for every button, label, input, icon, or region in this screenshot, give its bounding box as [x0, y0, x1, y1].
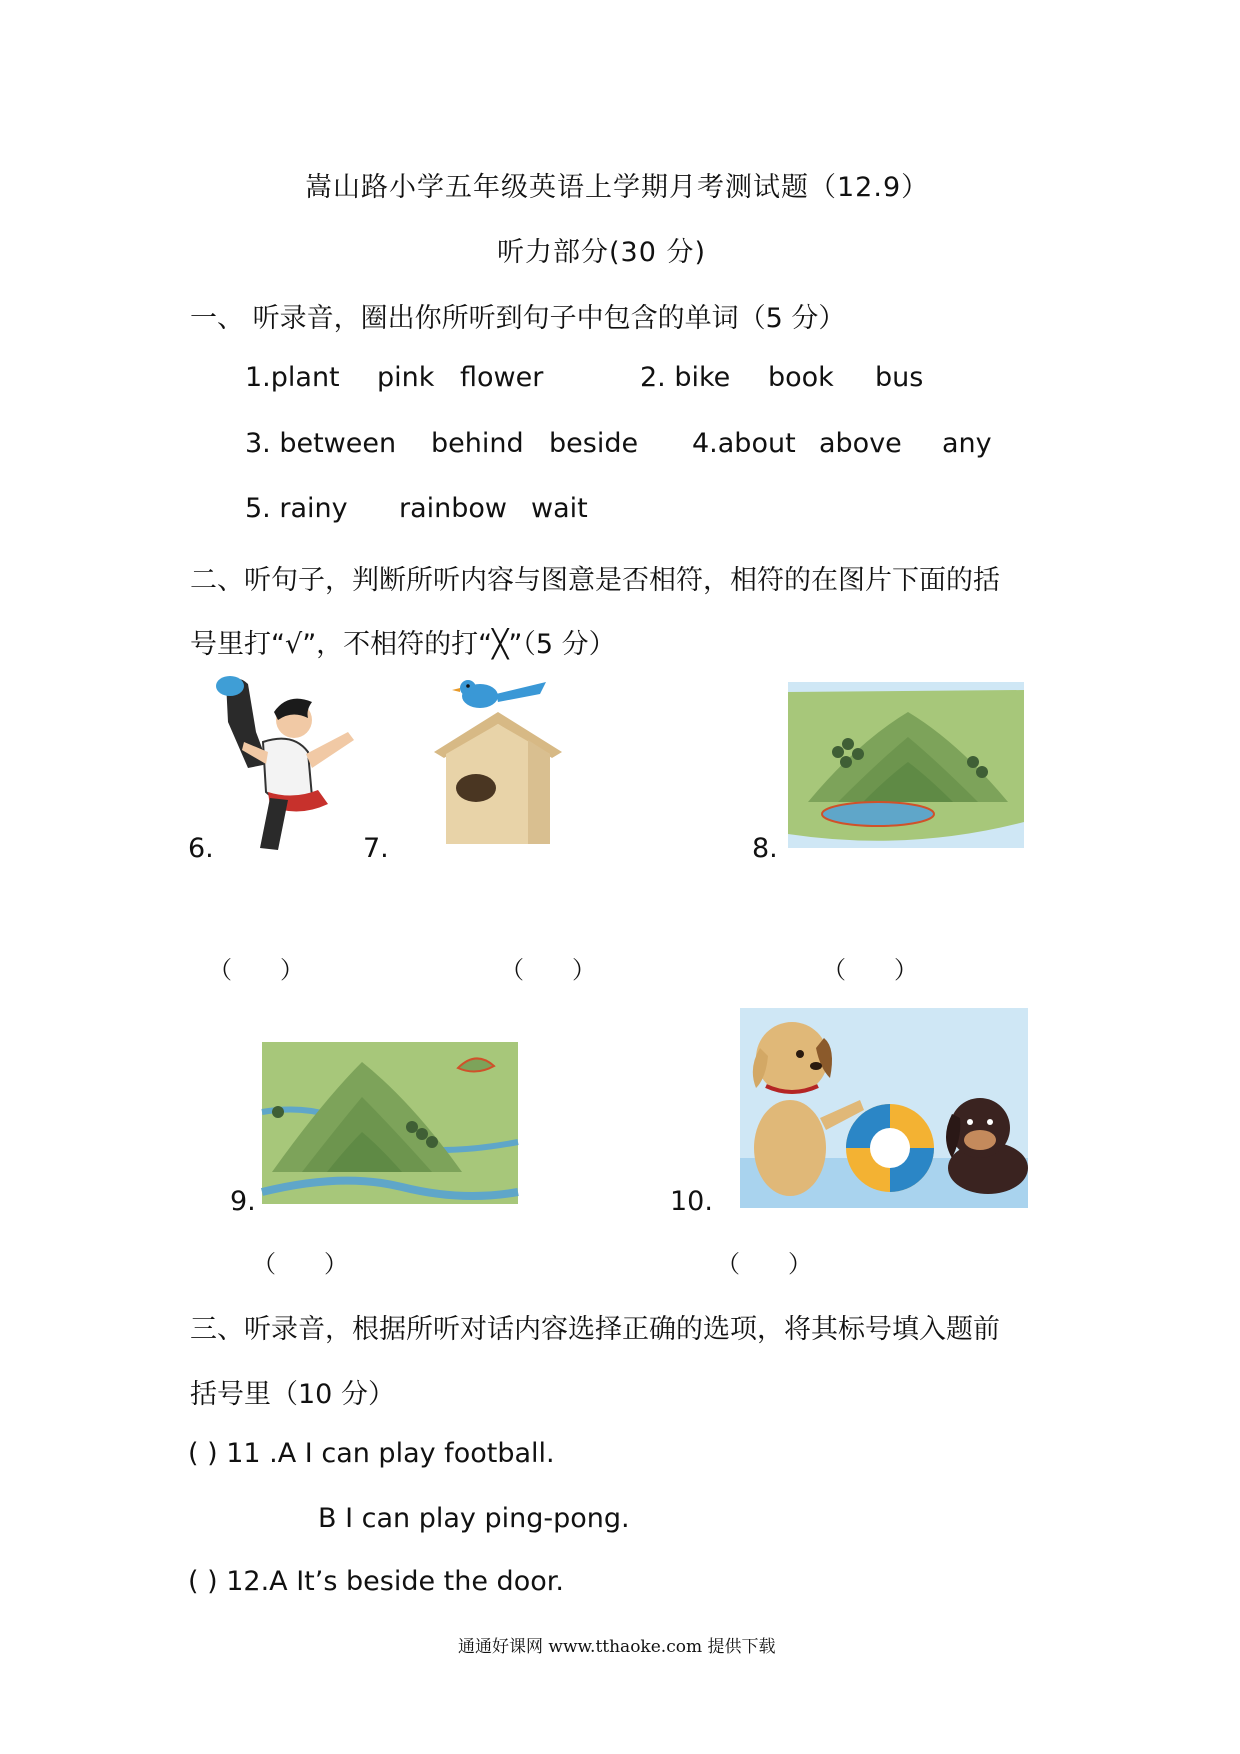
word-option: wait	[531, 493, 588, 524]
word-option: 2. bike	[640, 362, 731, 393]
footer-text: 通通好课网 www.tthaoke.com 提供下载	[458, 1637, 776, 1657]
section2-heading-line2: 号里打“√”，不相符的打“╳”（5 分）	[190, 629, 616, 660]
question-number: 6.	[188, 833, 214, 864]
page-subtitle: 听力部分(30 分)	[497, 237, 707, 268]
bird-icon	[452, 680, 546, 708]
section3-heading-line2: 括号里（10 分）	[190, 1379, 395, 1410]
question-12: ( ) 12.A It’s beside the door.	[188, 1566, 564, 1597]
word-option: bus	[875, 362, 924, 393]
lake-icon	[822, 802, 934, 826]
question-11-option-b: B I can play ping-pong.	[318, 1503, 630, 1534]
question-number: 10.	[670, 1186, 713, 1217]
word-option: any	[942, 428, 992, 459]
question-number: 8.	[752, 833, 778, 864]
kung-fu-man-icon	[216, 676, 354, 850]
section2-heading-line1: 二、听句子，判断所听内容与图意是否相符，相符的在图片下面的括	[190, 565, 1000, 596]
dogs-ball-picture	[740, 1008, 1028, 1208]
word-option: behind	[431, 428, 524, 459]
answer-blank[interactable]: （ ）	[208, 956, 304, 984]
word-option: above	[819, 428, 902, 459]
mountain-river-picture	[262, 1042, 518, 1204]
mountain-lake-picture	[788, 682, 1024, 848]
word-option: 3. between	[245, 428, 397, 459]
word-option: 4.about	[692, 428, 796, 459]
word-option: beside	[549, 428, 639, 459]
answer-blank[interactable]: （ ）	[252, 1250, 348, 1278]
answer-blank[interactable]: （ ）	[500, 956, 596, 984]
word-option: book	[768, 362, 834, 393]
section3-heading-line1: 三、听录音，根据所听对话内容选择正确的选项，将其标号填入题前	[190, 1314, 1000, 1345]
page-title: 嵩山路小学五年级英语上学期月考测试题（12.9）	[305, 172, 930, 203]
question-number: 7.	[363, 833, 389, 864]
word-option: flower	[460, 362, 544, 393]
answer-blank[interactable]: （ ）	[822, 956, 918, 984]
section1-heading: 一、 听录音，圈出你所听到句子中包含的单词（5 分）	[190, 303, 846, 334]
birdhouse-icon	[434, 712, 562, 844]
word-option: rainbow	[399, 493, 507, 524]
question-number: 9.	[230, 1186, 256, 1217]
birdhouse-picture	[428, 672, 568, 847]
question-11: ( ) 11 .A I can play football.	[188, 1438, 555, 1469]
answer-blank[interactable]: （ ）	[716, 1250, 812, 1278]
word-option: pink	[377, 362, 435, 393]
word-option: 1.plant	[245, 362, 340, 393]
word-option: 5. rainy	[245, 493, 348, 524]
ball-icon	[846, 1104, 934, 1192]
kung-fu-man-picture	[208, 672, 368, 852]
